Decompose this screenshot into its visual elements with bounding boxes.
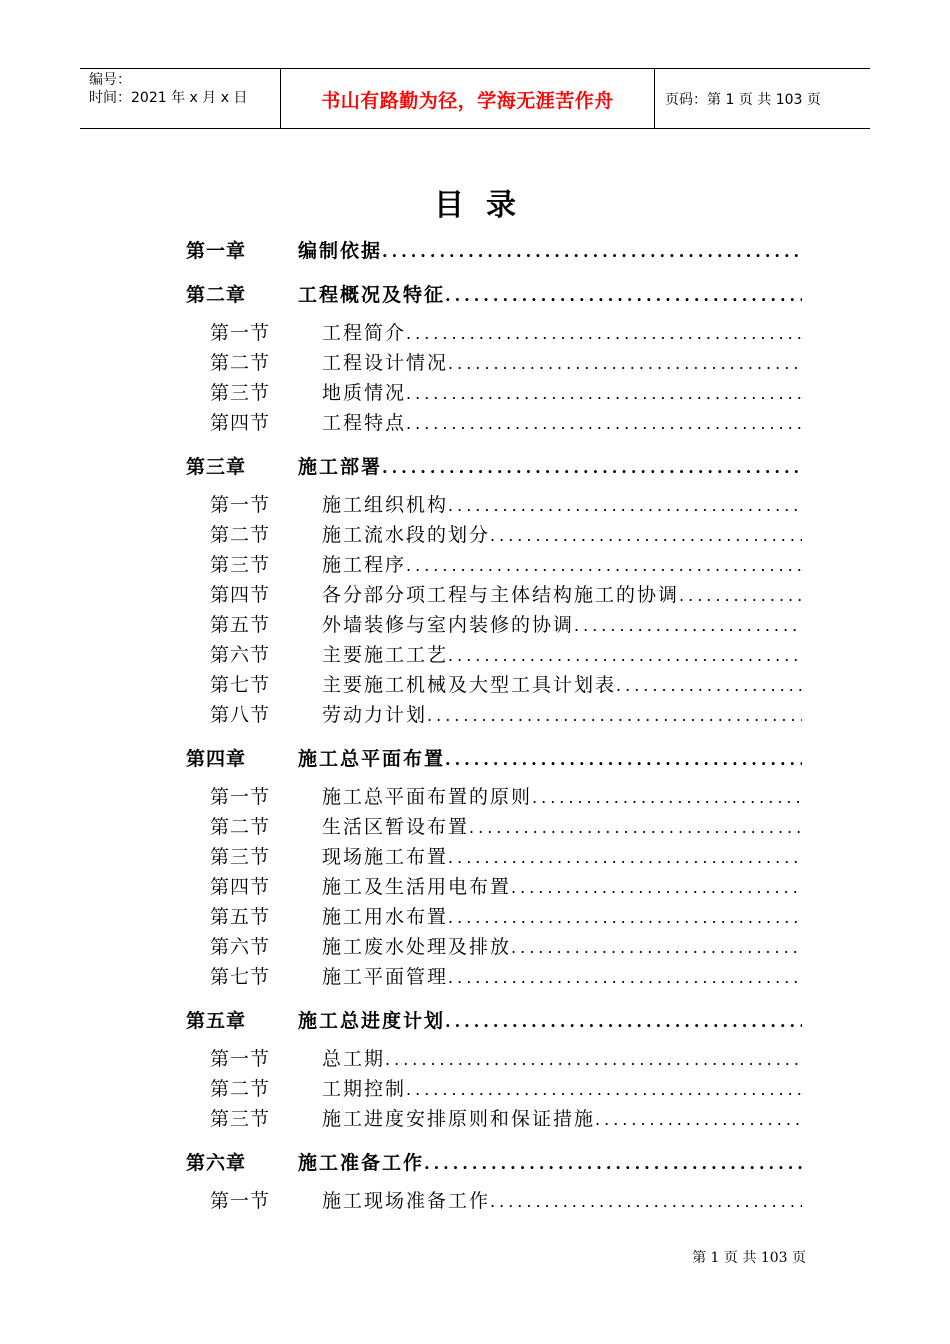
toc-dot-leader xyxy=(448,843,802,872)
toc-section-title: 施工程序 xyxy=(322,554,407,576)
toc-section-entry[interactable] xyxy=(186,408,802,438)
toc-section-title: 地质情况 xyxy=(322,382,407,404)
toc-section-title: 总工期 xyxy=(322,1048,386,1070)
header-meta xyxy=(80,69,281,128)
header-page-info-cell xyxy=(655,69,870,128)
header-motto: 书山有路勤为径，学海无涯苦作舟 xyxy=(321,90,614,112)
toc-dot-leader xyxy=(406,379,802,408)
toc-section-title: 施工用水布置 xyxy=(322,906,449,928)
toc-section-number: 第二节 xyxy=(210,1078,271,1100)
toc-section-number: 第七节 xyxy=(210,674,271,696)
toc-dot-leader xyxy=(448,963,802,992)
toc-chapter-entry[interactable] xyxy=(186,280,802,310)
toc-section-entry[interactable] xyxy=(186,872,802,902)
page-header xyxy=(80,68,870,129)
toc-chapter-entry[interactable] xyxy=(186,236,802,266)
toc-dot-leader xyxy=(385,1045,802,1074)
toc-section-entry[interactable] xyxy=(186,700,802,730)
toc-section-entry[interactable] xyxy=(186,550,802,580)
toc-section-number: 第二节 xyxy=(210,352,271,374)
toc-section-title: 施工及生活用电布置 xyxy=(322,876,512,898)
toc-section-title: 施工组织机构 xyxy=(322,494,449,516)
toc-dot-leader xyxy=(406,409,802,438)
toc-chapter-title: 施工准备工作 xyxy=(298,1152,425,1174)
toc-section-number: 第四节 xyxy=(210,876,271,898)
toc-section-entry[interactable] xyxy=(186,1104,802,1134)
toc-section-title: 工程特点 xyxy=(322,412,407,434)
toc-chapter-number: 第三章 xyxy=(186,456,247,478)
toc-section-number: 第一节 xyxy=(210,1048,271,1070)
table-of-contents xyxy=(186,236,802,1216)
toc-dot-leader xyxy=(406,1075,802,1104)
header-page-info: 页码：第 1 页 共 103 页 xyxy=(665,91,821,108)
toc-section-title: 工程简介 xyxy=(322,322,407,344)
toc-chapter-title: 施工总平面布置 xyxy=(298,748,446,770)
toc-section-title: 劳动力计划 xyxy=(322,704,428,726)
toc-section-entry[interactable] xyxy=(186,932,802,962)
toc-section-title: 生活区暂设布置 xyxy=(322,816,470,838)
toc-section-number: 第八节 xyxy=(210,704,271,726)
toc-dot-leader xyxy=(445,1007,802,1036)
toc-dot-leader xyxy=(448,491,802,520)
toc-section-number: 第六节 xyxy=(210,644,271,666)
toc-section-title: 施工流水段的划分 xyxy=(322,524,491,546)
toc-dot-leader xyxy=(469,813,802,842)
toc-section-title: 施工废水处理及排放 xyxy=(322,936,512,958)
toc-section-number: 第一节 xyxy=(210,786,271,808)
toc-dot-leader xyxy=(490,521,802,550)
toc-chapter-title: 施工部署 xyxy=(298,456,383,478)
toc-dot-leader xyxy=(406,551,802,580)
toc-dot-leader xyxy=(574,611,802,640)
toc-section-number: 第二节 xyxy=(210,524,271,546)
toc-section-entry[interactable] xyxy=(186,640,802,670)
toc-section-entry[interactable] xyxy=(186,1074,802,1104)
toc-chapter-entry[interactable] xyxy=(186,1148,802,1178)
toc-dot-leader xyxy=(448,903,802,932)
toc-dot-leader xyxy=(382,237,802,266)
toc-chapter-title: 工程概况及特征 xyxy=(298,284,446,306)
toc-chapter-number: 第一章 xyxy=(186,240,247,262)
toc-section-number: 第五节 xyxy=(210,614,271,636)
toc-dot-leader xyxy=(532,783,802,812)
toc-chapter-number: 第四章 xyxy=(186,748,247,770)
toc-section-number: 第四节 xyxy=(210,412,271,434)
toc-section-number: 第五节 xyxy=(210,906,271,928)
toc-section-entry[interactable] xyxy=(186,902,802,932)
toc-section-title: 外墙装修与室内装修的协调 xyxy=(322,614,575,636)
toc-chapter-number: 第六章 xyxy=(186,1152,247,1174)
toc-section-entry[interactable] xyxy=(186,348,802,378)
toc-section-number: 第一节 xyxy=(210,494,271,516)
toc-section-number: 第一节 xyxy=(210,1190,271,1212)
toc-dot-leader xyxy=(448,641,802,670)
toc-dot-leader xyxy=(427,701,802,730)
toc-section-title: 施工平面管理 xyxy=(322,966,449,988)
toc-chapter-number: 第二章 xyxy=(186,284,247,306)
toc-section-entry[interactable] xyxy=(186,1186,802,1216)
toc-dot-leader xyxy=(679,581,802,610)
toc-section-entry[interactable] xyxy=(186,842,802,872)
toc-section-number: 第四节 xyxy=(210,584,271,606)
page-footer: 第 1 页 共 103 页 xyxy=(692,1250,806,1266)
toc-section-number: 第三节 xyxy=(210,382,271,404)
toc-section-entry[interactable] xyxy=(186,580,802,610)
toc-chapter-title: 编制依据 xyxy=(298,240,383,262)
toc-dot-leader xyxy=(382,453,802,482)
toc-dot-leader xyxy=(511,873,802,902)
toc-section-entry[interactable] xyxy=(186,378,802,408)
toc-dot-leader xyxy=(490,1187,802,1216)
toc-section-title: 主要施工机械及大型工具计划表 xyxy=(322,674,617,696)
toc-section-entry[interactable] xyxy=(186,610,802,640)
toc-dot-leader xyxy=(511,933,802,962)
document-number-label: 编号： xyxy=(89,72,131,88)
toc-section-entry[interactable] xyxy=(186,670,802,700)
toc-section-entry[interactable] xyxy=(186,812,802,842)
toc-section-number: 第三节 xyxy=(210,846,271,868)
page-title: 目录 xyxy=(434,188,538,223)
toc-section-number: 第三节 xyxy=(210,554,271,576)
toc-section-title: 施工总平面布置的原则 xyxy=(322,786,533,808)
toc-dot-leader xyxy=(424,1149,802,1178)
toc-section-title: 施工现场准备工作 xyxy=(322,1190,491,1212)
toc-dot-leader xyxy=(448,349,802,378)
toc-dot-leader xyxy=(445,281,802,310)
toc-section-title: 各分部分项工程与主体结构施工的协调 xyxy=(322,584,680,606)
toc-section-title: 现场施工布置 xyxy=(322,846,449,868)
toc-section-entry[interactable] xyxy=(186,1044,802,1074)
toc-section-number: 第三节 xyxy=(210,1108,271,1130)
toc-section-entry[interactable] xyxy=(186,782,802,812)
toc-section-number: 第二节 xyxy=(210,816,271,838)
toc-section-entry[interactable] xyxy=(186,318,802,348)
toc-section-title: 工程设计情况 xyxy=(322,352,449,374)
toc-dot-leader xyxy=(595,1105,802,1134)
document-date: 时间：2021 年 x 月 x 日 xyxy=(89,90,248,106)
toc-dot-leader xyxy=(406,319,802,348)
toc-chapter-entry[interactable] xyxy=(186,744,802,774)
toc-section-entry[interactable] xyxy=(186,490,802,520)
toc-dot-leader xyxy=(616,671,802,700)
toc-section-number: 第六节 xyxy=(210,936,271,958)
toc-section-entry[interactable] xyxy=(186,520,802,550)
toc-section-title: 施工进度安排原则和保证措施 xyxy=(322,1108,596,1130)
toc-section-number: 第一节 xyxy=(210,322,271,344)
toc-chapter-entry[interactable] xyxy=(186,452,802,482)
toc-section-title: 工期控制 xyxy=(322,1078,407,1100)
toc-section-entry[interactable] xyxy=(186,962,802,992)
toc-section-title: 主要施工工艺 xyxy=(322,644,449,666)
header-motto-cell xyxy=(281,69,655,128)
toc-chapter-title: 施工总进度计划 xyxy=(298,1010,446,1032)
toc-section-number: 第七节 xyxy=(210,966,271,988)
toc-chapter-entry[interactable] xyxy=(186,1006,802,1036)
toc-chapter-number: 第五章 xyxy=(186,1010,247,1032)
toc-dot-leader xyxy=(445,745,802,774)
